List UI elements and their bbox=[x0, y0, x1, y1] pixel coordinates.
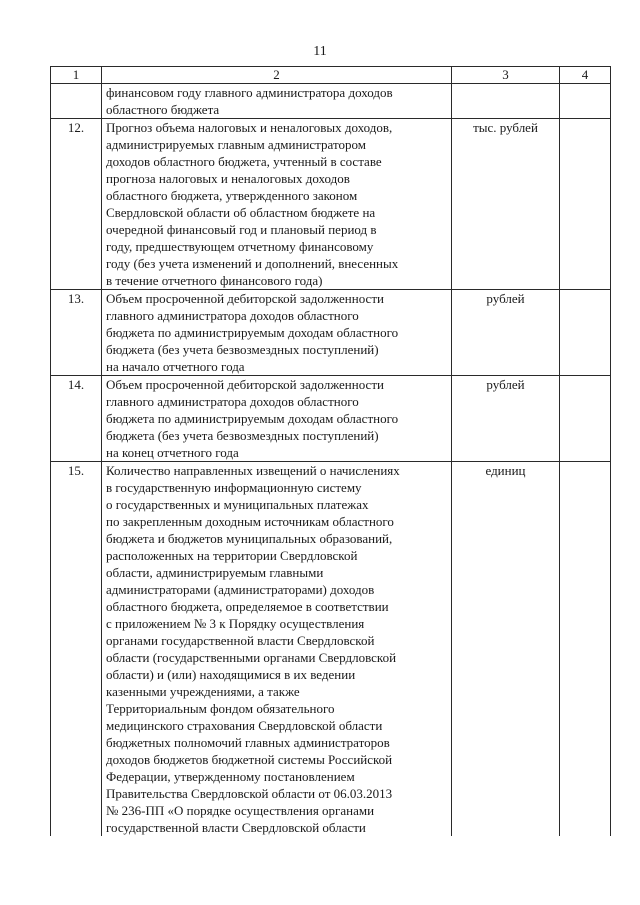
row-unit: тыс. рублей bbox=[452, 119, 560, 290]
table-header-row bbox=[51, 67, 611, 84]
column-header-4: 4 bbox=[560, 67, 611, 84]
row-description: Объем просроченной дебиторской задолженности главного администратора доходов областного бюджета по администрируемым доходам областного бюджета (без учета безвозмездных поступлений) на начало отчетного года bbox=[102, 290, 452, 376]
row-unit: единиц bbox=[452, 462, 560, 837]
indicators-table bbox=[50, 66, 611, 836]
row-value bbox=[560, 376, 611, 462]
row-unit: рублей bbox=[452, 376, 560, 462]
row-unit-cell bbox=[452, 84, 560, 119]
column-header-3: 3 bbox=[452, 67, 560, 84]
table-row-14 bbox=[51, 376, 611, 462]
row-value bbox=[560, 290, 611, 376]
table-row-15 bbox=[51, 462, 611, 837]
row-description: Прогноз объема налоговых и неналоговых доходов, администрируемых главным администратором доходов областного бюджета, учтенный в составе прогноза налоговых и неналоговых доходов областного бюджета, утвержденного законом Свердловской области об областном бюджете на очередной финансовый год и плановый период в году, предшествующем отчетному финансовому году (без учета изменений и дополнений, внесенных в течение отчетного финансового года) bbox=[102, 119, 452, 290]
column-header-2: 2 bbox=[102, 67, 452, 84]
row-unit: рублей bbox=[452, 290, 560, 376]
table-row-13 bbox=[51, 290, 611, 376]
column-header-1: 1 bbox=[51, 67, 102, 84]
row-number-cell bbox=[51, 84, 102, 119]
row-description: финансовом году главного администратора доходов областного бюджета bbox=[102, 84, 452, 119]
row-description: Объем просроченной дебиторской задолженности главного администратора доходов областного бюджета по администрируемым доходам областного бюджета (без учета безвозмездных поступлений) на конец отчетного года bbox=[102, 376, 452, 462]
row-number: 13. bbox=[51, 290, 102, 376]
table-row-continuation bbox=[51, 84, 611, 119]
row-value bbox=[560, 119, 611, 290]
row-value-cell bbox=[560, 84, 611, 119]
row-number: 12. bbox=[51, 119, 102, 290]
row-number: 15. bbox=[51, 462, 102, 837]
row-value bbox=[560, 462, 611, 837]
page-number: 11 bbox=[313, 44, 327, 59]
row-number: 14. bbox=[51, 376, 102, 462]
table-row-12 bbox=[51, 119, 611, 290]
row-description: Количество направленных извещений о начислениях в государственную информационную систему о государственных и муниципальных платежах по закрепленным доходным источникам областного бюджета и бюджетов муниципальных образований, расположенных на территории Свердловской области, администрируемым главными администраторами (администраторами) доходов областного бюджета, определяемое в соответствии с приложением № 3 к Порядку осуществления органами государственной власти Свердловской области (государственными органами Свердловской области) и (или) находящимися в их ведении казенными учреждениями, а также Территориальным фондом обязательного медицинского страхования Свердловской области бюджетных полномочий главных администраторов доходов бюджетов бюджетной системы Российской Федерации, утвержденному постановлением Правительства Свердловской области от 06.03.2013 № 236-ПП «О порядке осуществления органами государственной власти Свердловской области bbox=[102, 462, 452, 837]
